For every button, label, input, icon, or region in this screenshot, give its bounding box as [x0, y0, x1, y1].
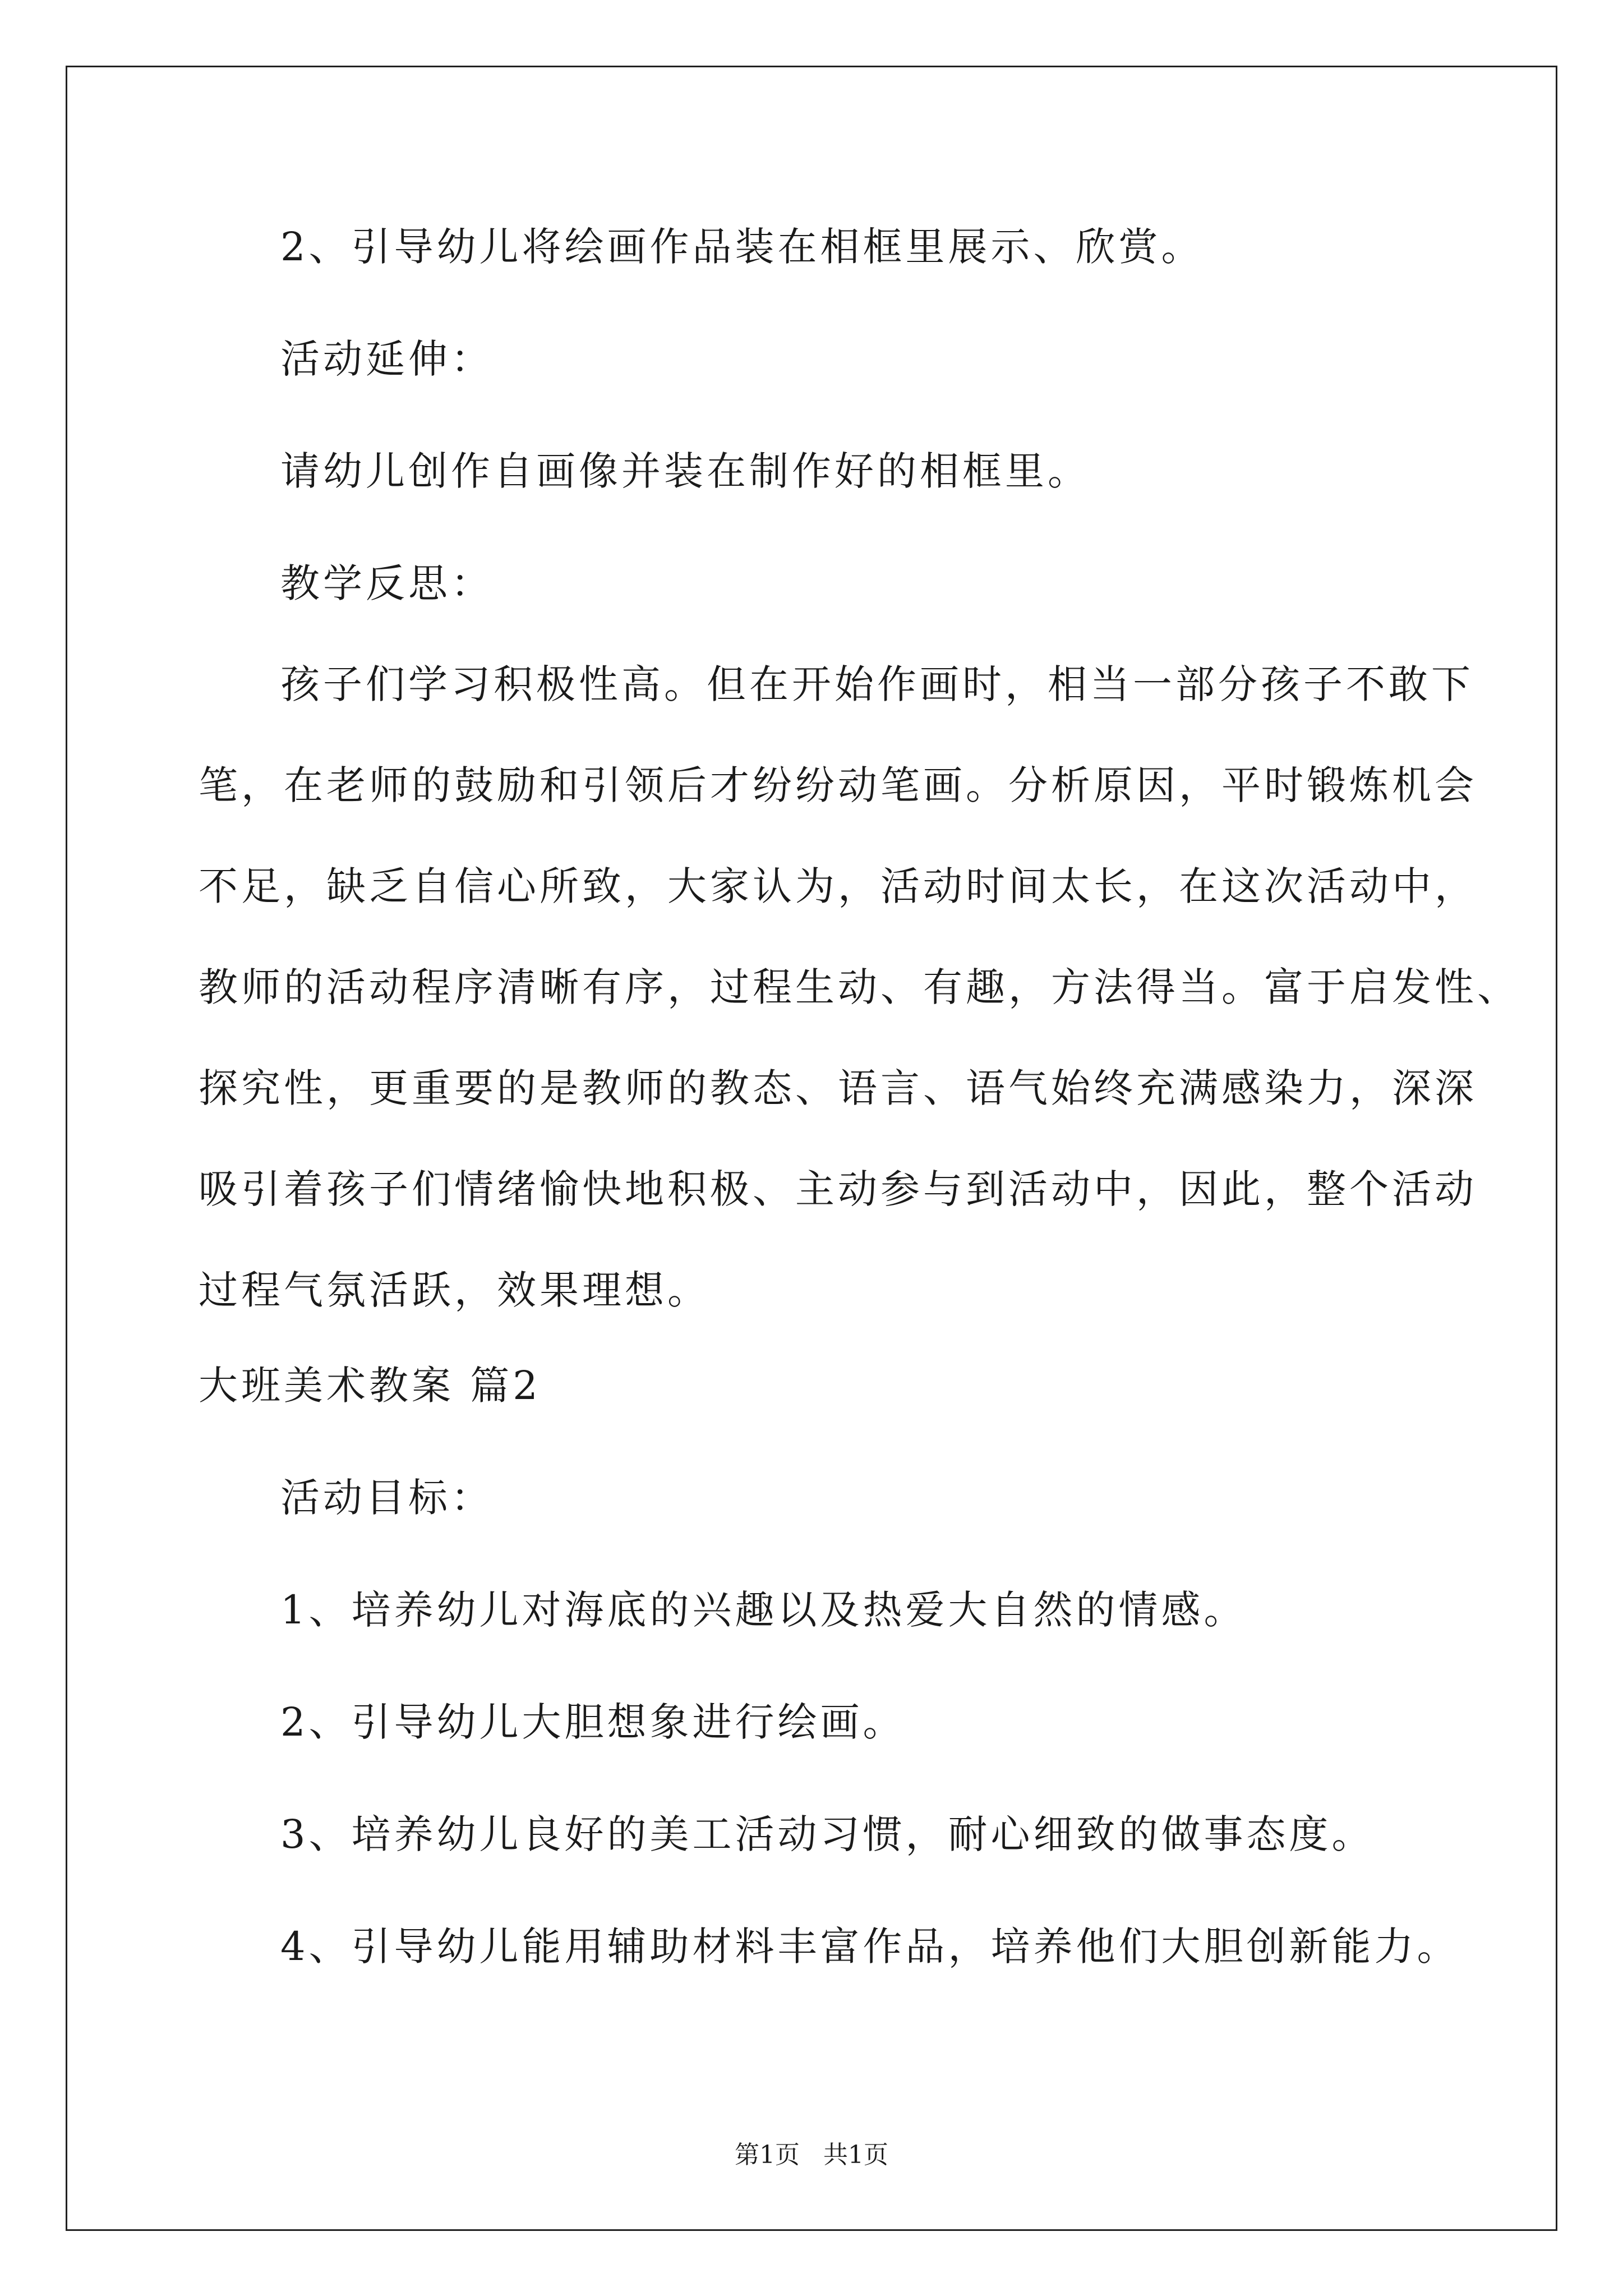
- paragraph-extension: 请幼儿创作自画像并装在制作好的相框里。: [280, 448, 1090, 494]
- section-heading-reflection: 教学反思：: [280, 560, 494, 606]
- reflection-line-6: 吸引着孩子们情绪愉快地积极、主动参与到活动中，因此，整个活动: [199, 1166, 1477, 1212]
- reflection-line-1: 孩子们学习积极性高。但在开始作画时，相当一部分孩子不敢下: [280, 661, 1474, 707]
- reflection-line-2: 笔，在老师的鼓励和引领后才纷纷动笔画。分析原因，平时锻炼机会: [199, 762, 1477, 808]
- section-heading-extension: 活动延伸：: [280, 336, 494, 382]
- goal-item-1: 1、培养幼儿对海底的兴趣以及热爱大自然的情感。: [280, 1587, 1247, 1633]
- goal-item-4: 4、引导幼儿能用辅助材料丰富作品，培养他们大胆创新能力。: [280, 1924, 1460, 1970]
- page-footer: 第1页 共1页: [735, 2141, 888, 2169]
- section-heading-goals: 活动目标：: [280, 1475, 494, 1521]
- lesson-title-part2: 大班美术教案 篇2: [199, 1363, 541, 1409]
- goal-item-2: 2、引导幼儿大胆想象进行绘画。: [280, 1699, 906, 1745]
- reflection-line-4: 教师的活动程序清晰有序，过程生动、有趣，方法得当。富于启发性、: [199, 964, 1520, 1010]
- goal-item-3: 3、培养幼儿良好的美工活动习惯，耐心细致的做事态度。: [280, 1811, 1375, 1857]
- page-border: [66, 66, 1557, 2231]
- reflection-line-7: 过程气氛活跃，效果理想。: [199, 1267, 710, 1313]
- list-item-2-display: 2、引导幼儿将绘画作品装在相框里展示、欣赏。: [280, 224, 1204, 270]
- reflection-line-5: 探究性，更重要的是教师的教态、语言、语气始终充满感染力，深深: [199, 1065, 1477, 1111]
- reflection-line-3: 不足，缺乏自信心所致，大家认为，活动时间太长，在这次活动中，: [199, 863, 1477, 909]
